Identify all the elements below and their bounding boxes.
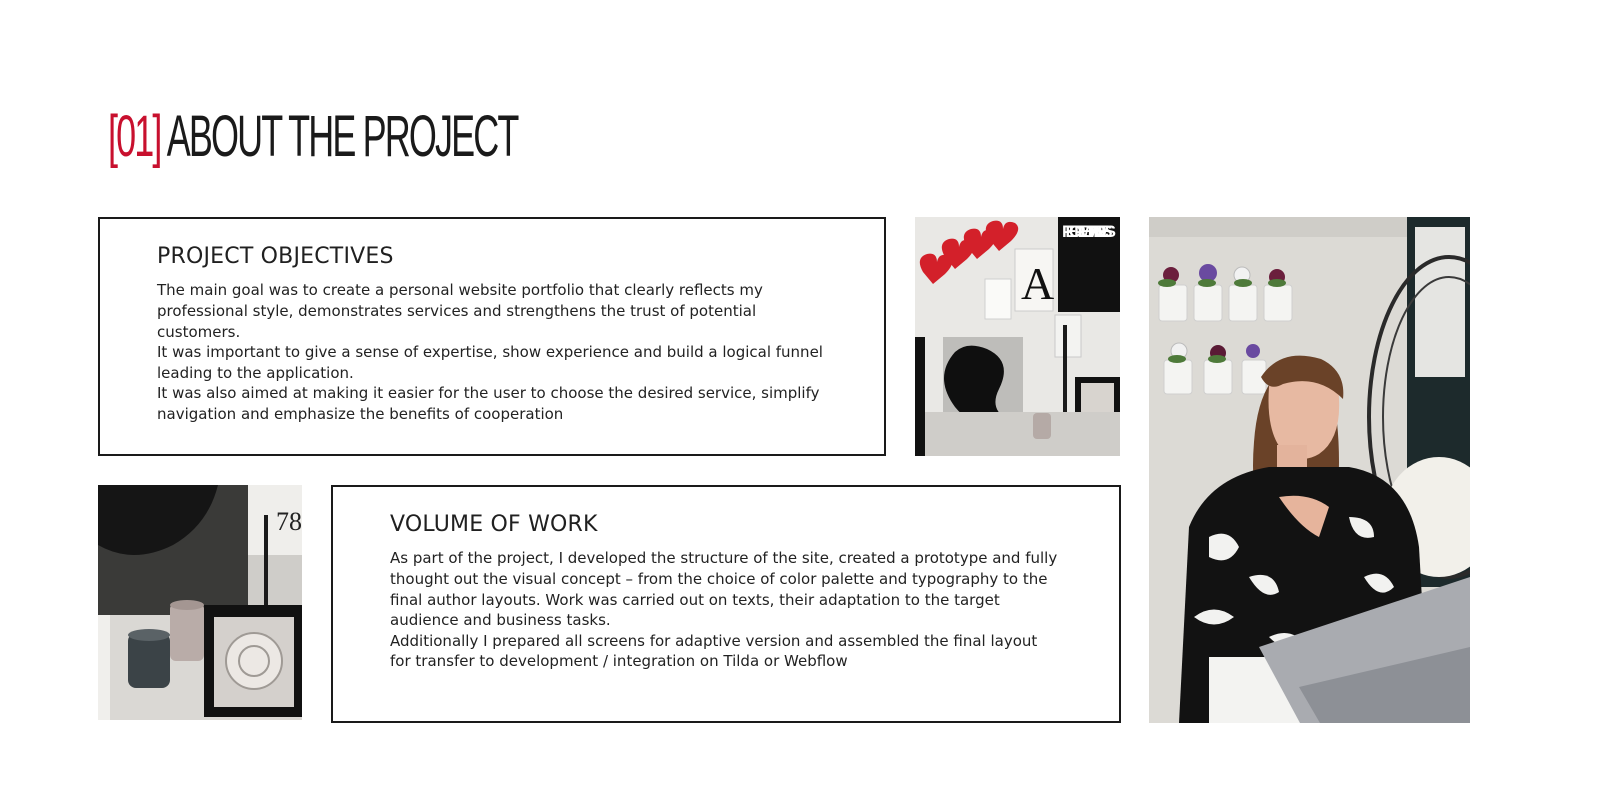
desk-decor-photo	[98, 485, 302, 720]
objectives-card	[98, 217, 886, 456]
volume-title: VOLUME OF WORK	[390, 512, 598, 537]
designer-portrait-photo	[1149, 217, 1470, 723]
objectives-title: PROJECT OBJECTIVES	[157, 244, 394, 269]
desk-poster-digits: 78	[276, 507, 302, 536]
moodboard-wall-photo	[915, 217, 1120, 456]
volume-card	[331, 485, 1121, 723]
section-number: [01]	[108, 104, 161, 169]
poster-text: PEOPLE WITH KIND- NESS	[1062, 222, 1116, 241]
objectives-text: The main goal was to create a personal website portfolio that clearly reflects my professional style, demonstrates services and strengthens the trust of potential customers. It was important to give a sense of expertise, show experience and build a logical funnel leading to the application. It was also aimed at making it easier for the user to choose the desired service, simplify navigation and emphasize the benefits of cooperation	[157, 281, 823, 423]
section-title	[108, 96, 518, 169]
poster-letter: A	[1021, 258, 1055, 309]
section-heading: ABOUT THE PROJECT	[166, 104, 518, 169]
volume-text: As part of the project, I developed the structure of the site, created a prototype and fully thought out the visual concept – from the choice of color palette and typography to the final author layouts. Work was carried out on texts, their adaptation to the target audience and business tasks. Additionally I prepared all screens for adaptive version and assembled the final layout for transfer to development / integration on Tilda or Webflow	[390, 549, 1058, 671]
